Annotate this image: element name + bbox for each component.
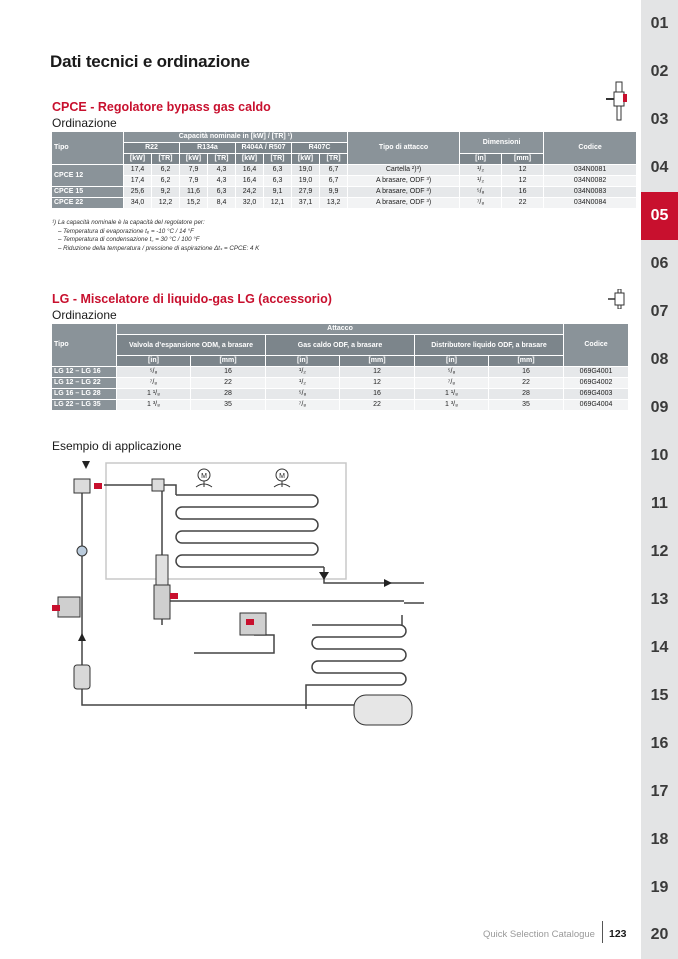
- table-cell: 17,4: [124, 165, 152, 176]
- table-cell: 12,2: [152, 198, 180, 209]
- cpce-footnotes: [52, 219, 259, 253]
- table-cell: 24,2: [236, 187, 264, 198]
- chapter-tab-04[interactable]: 04: [650, 159, 669, 176]
- table-cell: 25,6: [124, 187, 152, 198]
- table-cell: 12: [340, 378, 415, 389]
- table-row: [52, 389, 629, 400]
- footnote-line: ¹) La capacità nominale è la capacità del regolatore per:: [52, 219, 205, 226]
- table-cell: 17,4: [124, 176, 152, 187]
- chapter-tab-19[interactable]: 19: [650, 879, 669, 896]
- mixer-icon: [608, 289, 630, 309]
- cpce-header-r404a: R404A / R507: [236, 143, 292, 154]
- table-cell: 22: [489, 378, 564, 389]
- table-cell: 12: [340, 367, 415, 378]
- chapter-tab-17[interactable]: 17: [650, 783, 669, 800]
- table-cell: 22: [340, 400, 415, 411]
- valve-icon: [604, 80, 634, 124]
- cpce-unit-in: [in]: [460, 154, 502, 165]
- footnote-line: – Riduzione della temperatura / pressione di aspirazione Δtₛ = CPCE: 4 K: [58, 244, 260, 252]
- filter-drier: [74, 665, 90, 689]
- table-row: [52, 176, 637, 187]
- table-cell: 32,0: [236, 198, 264, 209]
- bypass-regulator: [152, 479, 178, 619]
- cpce-row-tipo: CPCE 15: [52, 187, 124, 198]
- table-cell: 6,3: [264, 176, 292, 187]
- cpce-section-title: CPCE - Regolatore bypass gas caldo: [52, 100, 271, 114]
- table-cell: 12: [502, 165, 544, 176]
- table-cell: 13,2: [320, 198, 348, 209]
- lg-unit-in: [in]: [266, 356, 340, 367]
- table-cell: 9,1: [264, 187, 292, 198]
- motor-label: M: [201, 473, 207, 480]
- table-cell: ⁵/₈: [117, 367, 191, 378]
- chapter-tab-07[interactable]: 07: [650, 303, 669, 320]
- table-cell: 15,2: [180, 198, 208, 209]
- table-cell: 16,4: [236, 176, 264, 187]
- table-row: [52, 198, 637, 209]
- chapter-tab-02[interactable]: 02: [650, 63, 669, 80]
- table-cell: 9,2: [152, 187, 180, 198]
- cpce-unit-kw: [kW]: [236, 154, 264, 165]
- cpce-unit-tr: [TR]: [320, 154, 348, 165]
- cpce-unit-tr: [TR]: [264, 154, 292, 165]
- cpce-row-tipo: CPCE 12: [52, 165, 124, 187]
- table-cell: ¹/₂: [460, 176, 502, 187]
- fan-motor-left: [196, 469, 212, 487]
- table-cell: 6,3: [264, 165, 292, 176]
- chapter-tab-18[interactable]: 18: [650, 831, 669, 848]
- table-row: [52, 378, 629, 389]
- table-cell: 16: [489, 367, 564, 378]
- table-cell: 16: [191, 367, 266, 378]
- table-cell: ¹/₂: [266, 378, 340, 389]
- table-cell: 069G4004: [564, 400, 629, 411]
- lg-header-valvola: Valvola d’espansione ODM, a brasare: [117, 335, 266, 356]
- lg-row-tipo: LG 16 – LG 28: [52, 389, 117, 400]
- cpce-header-r22: R22: [124, 143, 180, 154]
- table-cell: 034N0081: [544, 165, 637, 176]
- table-cell: 27,9: [292, 187, 320, 198]
- table-cell: 11,6: [180, 187, 208, 198]
- lg-header-distributore: Distributore liquido ODF, a brasare: [415, 335, 564, 356]
- example-title: Esempio di applicazione: [52, 439, 182, 453]
- table-cell: ⁷/₈: [117, 378, 191, 389]
- expansion-valve: [74, 479, 102, 493]
- cpce-header-capacita: Capacità nominale in [kW] / [TR] ¹): [124, 132, 348, 143]
- lg-header-codice: Codice: [564, 324, 629, 367]
- table-cell: 1 ³/₈: [415, 400, 489, 411]
- chapter-tab-10[interactable]: 10: [650, 447, 669, 464]
- flow-arrow: [384, 579, 392, 587]
- table-cell: 28: [489, 389, 564, 400]
- cpce-header-dimensioni: Dimensioni: [460, 132, 544, 154]
- table-cell: 4,3: [208, 176, 236, 187]
- table-cell: ⁵/₈: [266, 389, 340, 400]
- fan-motor-right: [274, 469, 290, 487]
- cpce-unit-kw: [kW]: [180, 154, 208, 165]
- cpce-header-codice: Codice: [544, 132, 637, 165]
- chapter-tab-12[interactable]: 12: [650, 543, 669, 560]
- table-cell: 37,1: [292, 198, 320, 209]
- table-cell: 7,9: [180, 176, 208, 187]
- table-cell: 12,1: [264, 198, 292, 209]
- table-cell: 4,3: [208, 165, 236, 176]
- table-cell: 034N0083: [544, 187, 637, 198]
- chapter-tab-11[interactable]: 11: [651, 495, 668, 512]
- cpce-header-r134a: R134a: [180, 143, 236, 154]
- table-cell: 7,9: [180, 165, 208, 176]
- table-cell: A brasare, ODF ³): [348, 198, 460, 209]
- table-cell: 16,4: [236, 165, 264, 176]
- table-cell: A brasare, ODF ³): [348, 176, 460, 187]
- table-cell: 22: [502, 198, 544, 209]
- table-cell: 34,0: [124, 198, 152, 209]
- table-cell: ⁷/₈: [415, 378, 489, 389]
- lg-row-tipo: LG 12 – LG 22: [52, 378, 117, 389]
- sight-glass: [77, 546, 87, 556]
- lg-unit-in: [in]: [415, 356, 489, 367]
- table-cell: 35: [489, 400, 564, 411]
- chapter-tab-15[interactable]: 15: [650, 687, 669, 704]
- table-row: [52, 187, 637, 198]
- application-diagram: [44, 455, 424, 755]
- chapter-tab-20[interactable]: 20: [650, 926, 669, 943]
- table-cell: 6,7: [320, 176, 348, 187]
- solenoid-valve: [52, 597, 80, 617]
- cpce-unit-kw: [kW]: [292, 154, 320, 165]
- table-cell: 1 ¹/₈: [117, 389, 191, 400]
- lg-section-title: LG - Miscelatore di liquido-gas LG (accessorio): [52, 292, 332, 306]
- evaporator-coil: [176, 495, 324, 567]
- chapter-tab-05[interactable]: 05: [641, 192, 678, 240]
- table-cell: ¹/₂: [460, 165, 502, 176]
- table-cell: 6,7: [320, 165, 348, 176]
- chapter-tab-16[interactable]: 16: [650, 735, 669, 752]
- table-row: [52, 165, 637, 176]
- cpce-row-tipo: CPCE 22: [52, 198, 124, 209]
- motor-label: M: [279, 473, 285, 480]
- chapter-tab-13[interactable]: 13: [650, 591, 669, 608]
- footer-catalogue-name: Quick Selection Catalogue: [483, 929, 595, 940]
- table-cell: Cartella ²)³): [348, 165, 460, 176]
- cpce-header-attacco: Tipo di attacco: [348, 132, 460, 165]
- chapter-tab-08[interactable]: 08: [650, 351, 669, 368]
- table-cell: 28: [191, 389, 266, 400]
- table-cell: 034N0084: [544, 198, 637, 209]
- footnote-line: – Temperatura di evaporazione tₑ = -10 °C / 14 °F: [58, 227, 194, 235]
- lg-header-attacco: Attacco: [117, 324, 564, 335]
- table-cell: 069G4002: [564, 378, 629, 389]
- cpce-unit-tr: [TR]: [152, 154, 180, 165]
- table-cell: 16: [502, 187, 544, 198]
- table-cell: 19,0: [292, 176, 320, 187]
- table-cell: 069G4003: [564, 389, 629, 400]
- cpce-header-tipo: Tipo: [52, 132, 124, 165]
- flow-arrow: [78, 633, 86, 641]
- page-number: 123: [609, 928, 627, 940]
- cpce-section-subtitle: Ordinazione: [52, 116, 117, 130]
- footnote-line: – Temperatura di condensazione t꜀ = 30 °C / 100 °F: [58, 236, 200, 243]
- lg-unit-mm: [mm]: [191, 356, 266, 367]
- table-cell: 6,3: [208, 187, 236, 198]
- table-row: [52, 400, 629, 411]
- table-cell: ⁷/₈: [266, 400, 340, 411]
- evaporator-housing: [106, 463, 346, 579]
- lg-section-subtitle: Ordinazione: [52, 308, 117, 322]
- flow-arrow: [82, 461, 90, 469]
- table-cell: 069G4001: [564, 367, 629, 378]
- table-cell: 35: [191, 400, 266, 411]
- page-title: Dati tecnici e ordinazione: [50, 52, 250, 71]
- table-cell: 1 ³/₈: [117, 400, 191, 411]
- chapter-tab-06[interactable]: 06: [650, 255, 669, 272]
- table-cell: 16: [340, 389, 415, 400]
- cpce-unit-tr: [TR]: [208, 154, 236, 165]
- cpce-order-table: [51, 131, 637, 209]
- table-cell: 034N0082: [544, 176, 637, 187]
- lg-unit-in: [in]: [117, 356, 191, 367]
- table-cell: 6,2: [152, 176, 180, 187]
- table-cell: 22: [191, 378, 266, 389]
- cpce-unit-kw: [kW]: [124, 154, 152, 165]
- lg-unit-mm: [mm]: [489, 356, 564, 367]
- lg-unit-mm: [mm]: [340, 356, 415, 367]
- pressure-switch: [240, 613, 266, 635]
- chapter-tab-09[interactable]: 09: [650, 399, 669, 416]
- table-cell: A brasare, ODF ³): [348, 187, 460, 198]
- cpce-unit-mm: [mm]: [502, 154, 544, 165]
- table-cell: 12: [502, 176, 544, 187]
- table-cell: 9,9: [320, 187, 348, 198]
- table-cell: 19,0: [292, 165, 320, 176]
- lg-row-tipo: LG 22 – LG 35: [52, 400, 117, 411]
- footer-divider: [602, 921, 603, 943]
- table-cell: 8,4: [208, 198, 236, 209]
- table-cell: 6,2: [152, 165, 180, 176]
- table-cell: ⁵/₈: [415, 367, 489, 378]
- table-cell: ¹/₂: [266, 367, 340, 378]
- table-cell: ⁷/₈: [460, 198, 502, 209]
- liquid-receiver: [354, 695, 412, 725]
- lg-header-gas: Gas caldo ODF, a brasare: [266, 335, 415, 356]
- condenser-coil: [312, 625, 406, 685]
- cpce-header-r407c: R407C: [292, 143, 348, 154]
- table-row: [52, 367, 629, 378]
- chapter-tab-01[interactable]: 01: [650, 15, 669, 32]
- lg-order-table: [51, 323, 629, 411]
- chapter-tab-14[interactable]: 14: [650, 639, 669, 656]
- chapter-tab-03[interactable]: 03: [650, 111, 669, 128]
- table-cell: 1 ¹/₈: [415, 389, 489, 400]
- lg-row-tipo: LG 12 – LG 16: [52, 367, 117, 378]
- lg-header-tipo: Tipo: [52, 324, 117, 367]
- table-cell: ⁵/₈: [460, 187, 502, 198]
